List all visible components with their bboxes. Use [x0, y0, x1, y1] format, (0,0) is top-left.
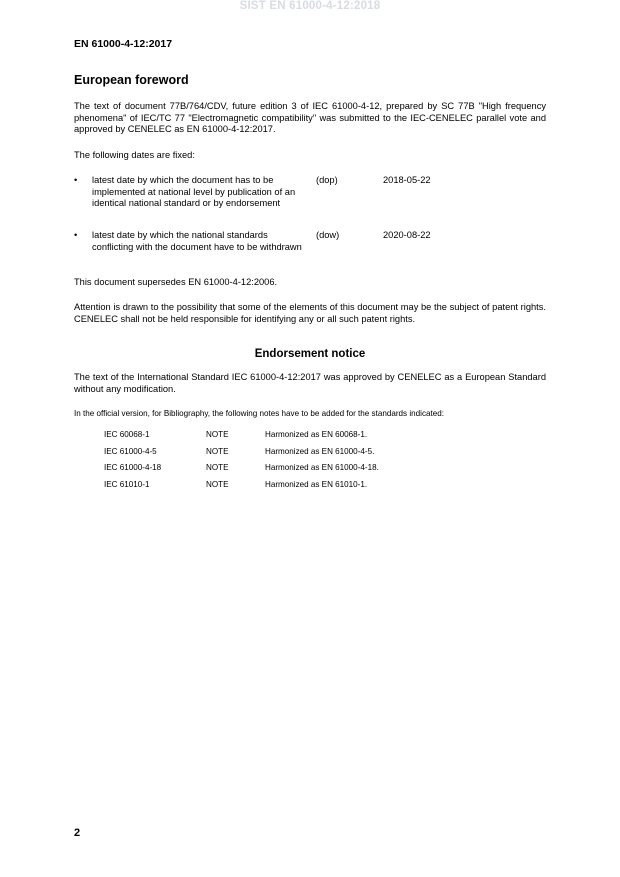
endorsement-title: Endorsement notice: [254, 348, 366, 360]
note-standard: IEC 61000-4-5: [104, 446, 157, 456]
date-item-date: 2018-05-22: [383, 175, 431, 185]
bibliography-intro: In the official version, for Bibliography, the following notes have to be added for the standards indicated:: [74, 409, 444, 418]
document-id: EN 61000-4-12:2017: [74, 38, 173, 50]
note-label: NOTE: [206, 463, 229, 473]
date-item-code: (dow): [316, 230, 340, 240]
note-label: NOTE: [206, 430, 229, 439]
note-standard: IEC 60068-1: [104, 430, 150, 439]
watermark: SIST EN 61000-4-12:2018: [239, 0, 381, 12]
foreword-title: European foreword: [74, 73, 189, 87]
note-text: Harmonized as EN 61000-4-18.: [265, 463, 379, 473]
note-row: [104, 447, 444, 464]
note-standard: IEC 61010-1: [104, 479, 150, 489]
endorsement-text: The text of the International Standard IEC 61000-4-12:2017 was approved by CENELEC as a European Standard without any modification.: [74, 372, 546, 394]
note-label: NOTE: [206, 446, 229, 456]
supersedes-statement: This document supersedes EN 61000-4-12:2006.: [74, 277, 278, 287]
note-row: [104, 430, 444, 447]
foreword-intro: The text of document 77B/764/CDV, future edition 3 of IEC 61000-4-12, prepared by SC 77B "High frequency phenomena" of IEC/TC 77 "Electromagnetic compatibility" was submitted to the IEC-CENELEC parallel vote and approved by CENELEC as EN 61000-4-12:2017.: [74, 101, 546, 134]
note-standard: IEC 61000-4-18: [104, 463, 162, 473]
note-text: Harmonized as EN 61000-4-5.: [265, 446, 375, 456]
note-text: Harmonized as EN 61010-1.: [265, 479, 368, 489]
note-label: NOTE: [206, 479, 229, 489]
date-item-date: 2020-08-22: [383, 230, 431, 240]
date-item-text: latest date by which the national standards conflicting with the document have to be withdrawn: [92, 230, 302, 252]
page-number: 2: [74, 827, 81, 839]
bullet-icon: •: [74, 230, 78, 240]
patent-attention: Attention is drawn to the possibility that some of the elements of this document may be the subject of patent rights. CENELEC shall not be held responsible for identifying any or all such patent rights.: [74, 302, 546, 324]
bullet-icon: •: [74, 175, 78, 185]
note-row: [104, 480, 444, 497]
note-row: [104, 463, 444, 480]
note-text: Harmonized as EN 60068-1.: [265, 430, 368, 439]
dates-intro: The following dates are fixed:: [74, 150, 195, 160]
bibliography-notes: [104, 430, 444, 496]
date-item-code: (dop): [316, 175, 338, 185]
date-item-text: latest date by which the document has to be implemented at national level by publication of an identical national standard or by endorsement: [92, 175, 296, 208]
